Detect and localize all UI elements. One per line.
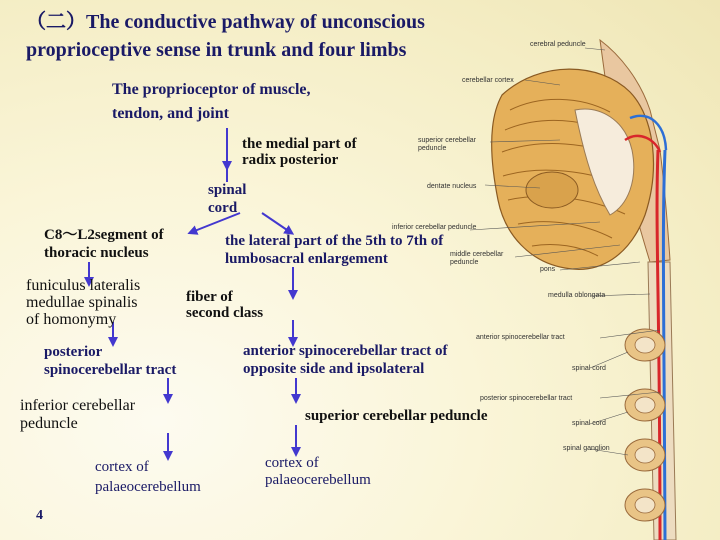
page-number: 4 <box>36 508 43 523</box>
slide-title: （二）The conductive pathway of unconscious proprioceptive sense in trunk and four limbs <box>26 11 425 61</box>
node-posterior-tract: posterior spinocerebellar tract <box>44 344 177 378</box>
node-proprioceptor: The proprioceptor of muscle, tendon, and joint <box>112 81 311 122</box>
node-medial-radix: the medial part of radix posterior <box>242 136 357 168</box>
label-spinal-cord-lower: spinal cord <box>572 420 606 427</box>
label-superior-cerebellar-peduncle: superior cerebellar peduncle <box>418 137 476 152</box>
label-pons: pons <box>540 266 556 273</box>
label-spinal-ganglion: spinal ganglion <box>563 445 610 452</box>
label-inferior-cerebellar-peduncle: inferior cerebellar peduncle <box>392 224 477 231</box>
node-cortex-left: cortex of palaeocerebellum <box>95 459 201 495</box>
node-funiculus: funiculus lateralis medullae spinalis of homonymy <box>26 277 141 328</box>
node-inferior-peduncle: inferior cerebellar peduncle <box>20 397 136 432</box>
node-superior-peduncle: superior cerebellar peduncle <box>305 408 488 424</box>
label-medulla-oblongata: medulla oblongata <box>548 292 606 299</box>
node-thoracic-nucleus: C8～L2segment of thoracic nucleus <box>44 227 164 261</box>
label-posterior-spinocerebellar-tract: posterior spinocerebellar tract <box>480 395 573 402</box>
label-cerebellar-cortex: cerebellar cortex <box>462 77 514 84</box>
node-anterior-tract: anterior spinocerebellar tract of opposite side and ipsolateral <box>243 343 448 377</box>
label-cerebral-peduncle: cerebral peduncle <box>530 41 586 48</box>
label-middle-cerebellar-peduncle: middle cerebellar peduncle <box>450 251 504 266</box>
node-lumbosacral: the lateral part of the 5th to 7th of lumbosacral enlargement <box>225 233 444 267</box>
node-cortex-right: cortex of palaeocerebellum <box>265 455 371 488</box>
arrow-cord-to-lumbosacral <box>262 213 290 232</box>
node-spinal-cord: spinal cord <box>208 182 247 216</box>
label-anterior-spinocerebellar-tract: anterior spinocerebellar tract <box>476 334 565 341</box>
label-spinal-cord-upper: spinal cord <box>572 365 606 372</box>
node-fiber-second-class: fiber of second class <box>186 289 264 321</box>
label-dentate-nucleus: dentate nucleus <box>427 183 477 190</box>
